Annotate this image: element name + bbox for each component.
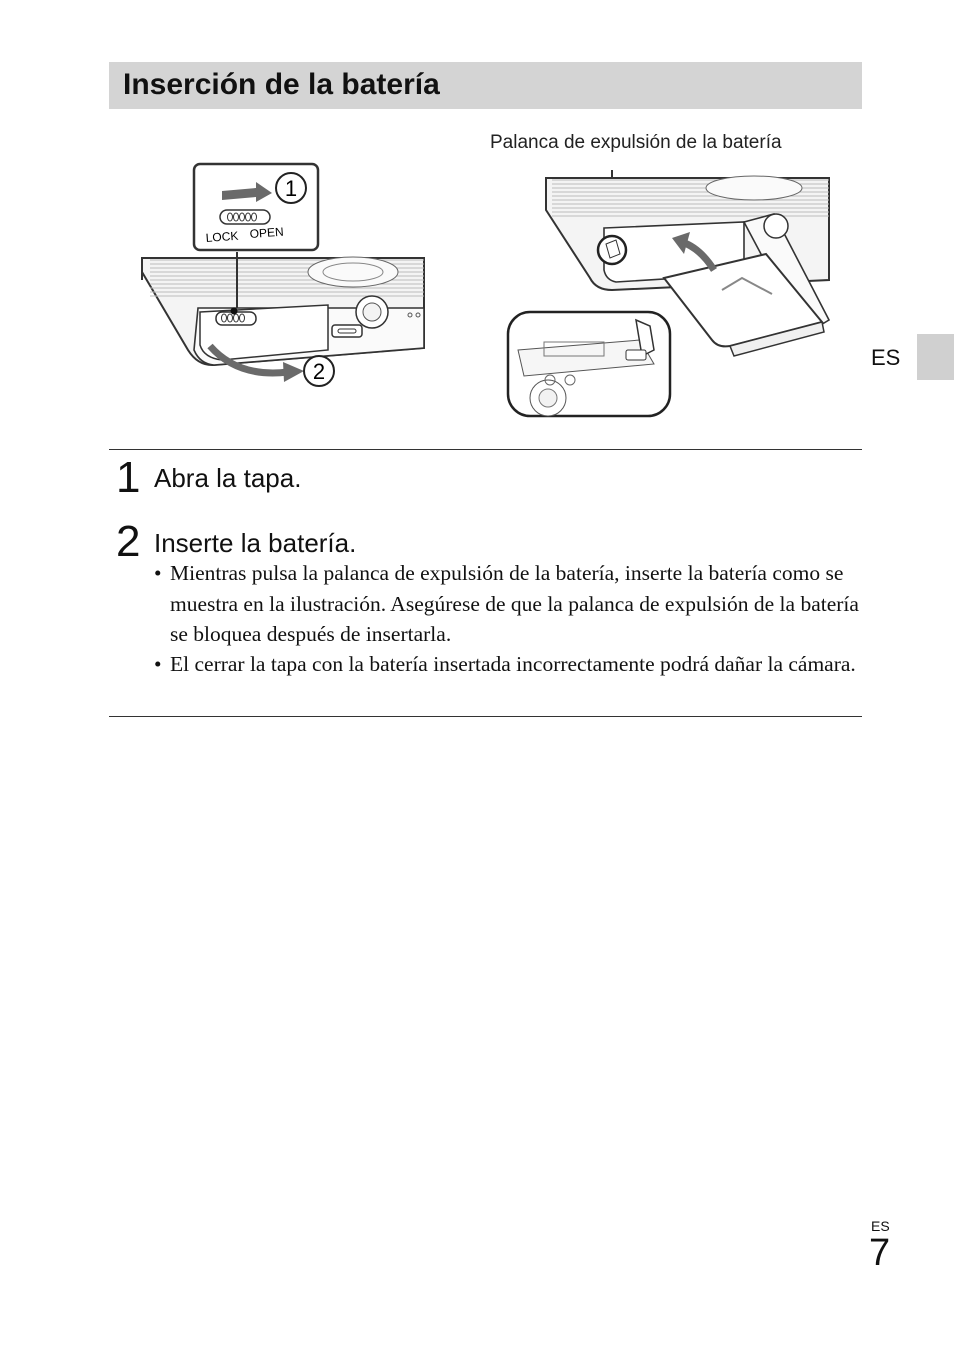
footer-language: ES (871, 1218, 890, 1234)
bullet-dot: • (154, 652, 162, 676)
page-number: 7 (869, 1232, 891, 1274)
step1-marker: 1 (284, 176, 298, 201)
open-label: OPEN (249, 224, 285, 241)
open-cover-illustration (138, 160, 438, 400)
insert-battery-illustration (504, 170, 834, 420)
step2-marker: 2 (312, 359, 326, 384)
page-title: Inserción de la batería (123, 68, 440, 101)
step-text: Inserte la batería. (154, 528, 357, 558)
step-number: 2 (116, 517, 141, 566)
language-tab (917, 334, 954, 380)
lock-label: LOCK (205, 228, 239, 245)
bullet-item (154, 558, 864, 650)
language-label: ES (871, 345, 901, 370)
step-text: Abra la tapa. (154, 463, 302, 493)
bullet-dot: • (154, 561, 162, 585)
ejector-lever-callout: Palanca de expulsión de la batería (490, 132, 782, 153)
bullet-text: El cerrar la tapa con la batería insertada incorrectamente podrá dañar la cámara. (170, 652, 856, 676)
step-number: 1 (116, 453, 141, 502)
bullet-item (154, 649, 864, 680)
bullet-text: Mientras pulsa la palanca de expulsión de la batería, inserte la batería como se muestra en la ilustración. Asegúrese de que la palanca de expulsión de la batería se bloquea después de insertarla. (170, 561, 859, 646)
bottom-rule (109, 716, 862, 717)
top-rule (109, 449, 862, 450)
section-header (109, 62, 862, 109)
